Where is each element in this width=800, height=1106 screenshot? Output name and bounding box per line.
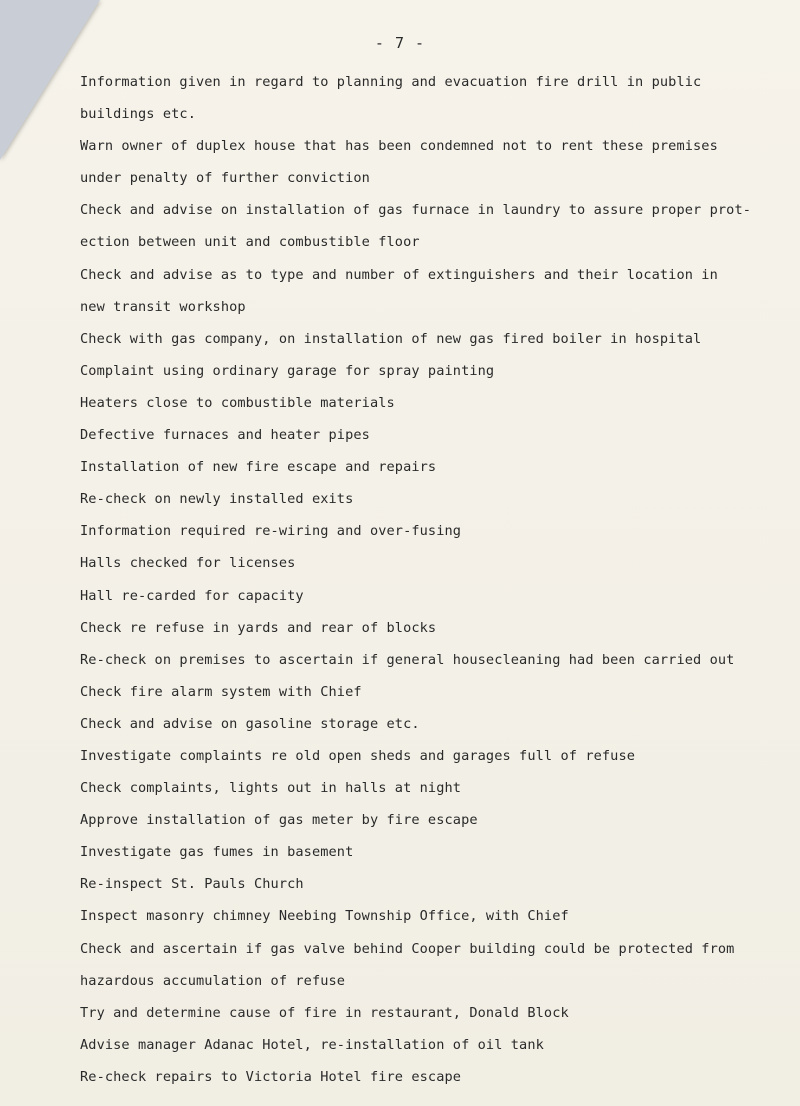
text-line: Heaters close to combustible materials (80, 394, 395, 411)
text-line: Check re refuse in yards and rear of blocks (80, 619, 437, 636)
text-line: Investigate gas fumes in basement (80, 844, 354, 861)
text-line: Inspect masonry chimney Neebing Township Office, with Chief (80, 908, 569, 925)
text-line: ection between unit and combustible floor (80, 234, 420, 251)
text-line: Check with gas company, on installation of new gas fired boiler in hospital (80, 330, 702, 347)
text-line: Check and advise as to type and number of extinguishers and their location in (80, 266, 718, 283)
text-line: Information given in regard to planning and evacuation fire drill in public (80, 74, 702, 90)
text-line: Complaint using ordinary garage for spray painting (80, 362, 495, 379)
text-line: Re-check on newly installed exits (80, 491, 354, 508)
text-line: Re-check repairs to Victoria Hotel fire escape (80, 1068, 462, 1085)
text-line: buildings etc. (80, 106, 196, 123)
text-line: Halls checked for licenses (80, 555, 296, 572)
text-line: Try and determine cause of fire in restaurant, Donald Block (80, 1004, 569, 1021)
text-line: Hall re-carded for capacity (80, 587, 304, 604)
text-line: Re-check on premises to ascertain if general housecleaning had been carried out (80, 651, 735, 668)
text-line: Approve installation of gas meter by fire escape (80, 812, 478, 829)
text-line: Information required re-wiring and over-fusing (80, 523, 462, 540)
text-line: new transit workshop (80, 298, 246, 315)
text-line: Investigate complaints re old open sheds and garages full of refuse (80, 747, 636, 764)
text-line: hazardous accumulation of refuse (80, 972, 346, 989)
page-number: - 7 - (374, 34, 426, 52)
text-line: Check and advise on gasoline storage etc. (80, 715, 420, 732)
text-line: Re-inspect St. Pauls Church (80, 876, 304, 893)
text-line: Check and advise on installation of gas furnace in laundry to assure proper prot- (80, 202, 752, 219)
text-line: Check fire alarm system with Chief (80, 683, 362, 700)
text-line: Advise manager Adanac Hotel, re-installation of oil tank (80, 1036, 544, 1053)
text-line: Defective furnaces and heater pipes (80, 427, 370, 444)
inspection-list (80, 66, 770, 1093)
text-line: Check complaints, lights out in halls at night (80, 780, 462, 797)
text-line: Installation of new fire escape and repairs (80, 459, 437, 476)
text-line: Check and ascertain if gas valve behind Cooper building could be protected from (80, 940, 735, 957)
text-line: Warn owner of duplex house that has been condemned not to rent these premises (80, 138, 718, 155)
text-line: under penalty of further conviction (80, 170, 370, 187)
